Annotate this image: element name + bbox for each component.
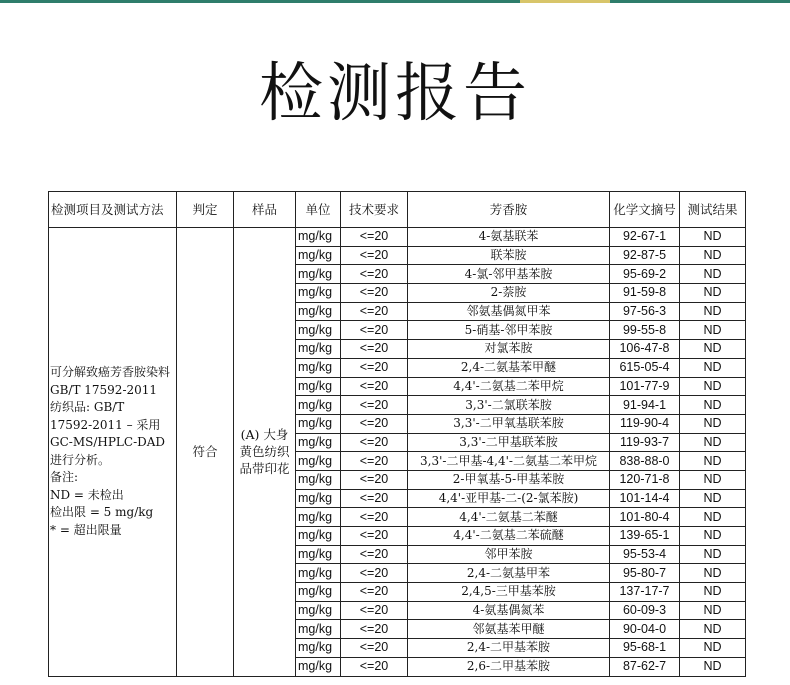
cas-number-cell: 95-53-4 — [610, 545, 680, 564]
unit-cell: mg/kg — [296, 284, 341, 303]
cas-number-cell: 99-55-8 — [610, 321, 680, 340]
requirement-cell: <=20 — [341, 639, 408, 658]
unit-cell: mg/kg — [296, 452, 341, 471]
method-line: 检出限 = 5 mg/kg — [50, 505, 154, 520]
page-title: 检测报告 — [259, 57, 531, 131]
cas-number-cell: 92-67-1 — [610, 228, 680, 247]
amine-name-cell: 4,4'-二氨基二苯硫醚 — [408, 527, 610, 546]
result-cell: ND — [680, 601, 746, 620]
unit-cell: mg/kg — [296, 564, 341, 583]
header-unit: 单位 — [296, 192, 341, 228]
test-report-table — [48, 191, 746, 677]
requirement-cell: <=20 — [341, 583, 408, 602]
requirement-cell: <=20 — [341, 545, 408, 564]
amine-name-cell: 3,3'-二甲基-4,4'-二氨基二苯甲烷 — [408, 452, 610, 471]
unit-cell: mg/kg — [296, 302, 341, 321]
result-cell: ND — [680, 527, 746, 546]
amine-name-cell: 4-氯-邻甲基苯胺 — [408, 265, 610, 284]
requirement-cell: <=20 — [341, 527, 408, 546]
amine-name-cell: 4,4'-二氨基二苯醚 — [408, 508, 610, 527]
result-cell: ND — [680, 583, 746, 602]
cas-number-cell: 90-04-0 — [610, 620, 680, 639]
requirement-cell: <=20 — [341, 265, 408, 284]
amine-name-cell: 邻甲苯胺 — [408, 545, 610, 564]
requirement-cell: <=20 — [341, 620, 408, 639]
cas-number-cell: 101-14-4 — [610, 489, 680, 508]
requirement-cell: <=20 — [341, 657, 408, 676]
requirement-cell: <=20 — [341, 396, 408, 415]
top-accent-strip — [520, 0, 610, 3]
table-header-row — [49, 192, 746, 228]
result-cell: ND — [680, 639, 746, 658]
cas-number-cell: 92-87-5 — [610, 246, 680, 265]
result-cell: ND — [680, 246, 746, 265]
unit-cell: mg/kg — [296, 433, 341, 452]
test-method-cell — [49, 228, 177, 677]
amine-name-cell: 2-甲氧基-5-甲基苯胺 — [408, 470, 610, 489]
method-line: 17592-2011 – 采用 — [50, 417, 161, 432]
requirement-cell: <=20 — [341, 246, 408, 265]
requirement-cell: <=20 — [341, 340, 408, 359]
sample-line: 黄色纺织 — [239, 444, 290, 460]
header-test-result: 测试结果 — [680, 192, 746, 228]
cas-number-cell: 91-94-1 — [610, 396, 680, 415]
amine-name-cell: 4,4'-亚甲基-二-(2-氯苯胺) — [408, 489, 610, 508]
method-line: ND = 未检出 — [50, 487, 124, 502]
requirement-cell: <=20 — [341, 452, 408, 471]
result-cell: ND — [680, 302, 746, 321]
result-cell: ND — [680, 265, 746, 284]
cas-number-cell: 101-80-4 — [610, 508, 680, 527]
method-line: GC-MS/HPLC-DAD — [50, 435, 166, 450]
amine-name-cell: 4-氨基联苯 — [408, 228, 610, 247]
cas-number-cell: 119-93-7 — [610, 433, 680, 452]
sample-line: (A) 大身 — [240, 427, 289, 443]
amine-name-cell: 2,4-二氨基苯甲醚 — [408, 358, 610, 377]
requirement-cell: <=20 — [341, 601, 408, 620]
method-line: 纺织品: GB/T — [50, 400, 125, 415]
unit-cell: mg/kg — [296, 414, 341, 433]
cas-number-cell: 97-56-3 — [610, 302, 680, 321]
result-cell: ND — [680, 489, 746, 508]
result-cell: ND — [680, 545, 746, 564]
requirement-cell: <=20 — [341, 302, 408, 321]
cas-number-cell: 60-09-3 — [610, 601, 680, 620]
result-cell: ND — [680, 358, 746, 377]
method-line: 可分解致癌芳香胺染料 — [50, 365, 171, 380]
cas-number-cell: 106-47-8 — [610, 340, 680, 359]
unit-cell: mg/kg — [296, 340, 341, 359]
amine-name-cell: 3,3'-二甲氧基联苯胺 — [408, 414, 610, 433]
unit-cell: mg/kg — [296, 470, 341, 489]
requirement-cell: <=20 — [341, 433, 408, 452]
cas-number-cell: 95-69-2 — [610, 265, 680, 284]
unit-cell: mg/kg — [296, 489, 341, 508]
header-judgement: 判定 — [177, 192, 234, 228]
result-cell: ND — [680, 414, 746, 433]
cas-number-cell: 137-17-7 — [610, 583, 680, 602]
amine-name-cell: 4,4'-二氨基二苯甲烷 — [408, 377, 610, 396]
result-cell: ND — [680, 620, 746, 639]
cas-number-cell: 91-59-8 — [610, 284, 680, 303]
unit-cell: mg/kg — [296, 508, 341, 527]
cas-number-cell: 838-88-0 — [610, 452, 680, 471]
unit-cell: mg/kg — [296, 639, 341, 658]
method-line: 备注: — [50, 470, 79, 485]
table-body — [49, 228, 746, 677]
unit-cell: mg/kg — [296, 583, 341, 602]
cas-number-cell: 95-68-1 — [610, 639, 680, 658]
requirement-cell: <=20 — [341, 470, 408, 489]
cas-number-cell: 139-65-1 — [610, 527, 680, 546]
result-cell: ND — [680, 452, 746, 471]
requirement-cell: <=20 — [341, 414, 408, 433]
result-cell: ND — [680, 284, 746, 303]
requirement-cell: <=20 — [341, 377, 408, 396]
amine-name-cell: 联苯胺 — [408, 246, 610, 265]
unit-cell: mg/kg — [296, 396, 341, 415]
amine-name-cell: 5-硝基-邻甲苯胺 — [408, 321, 610, 340]
amine-name-cell: 4-氨基偶氮苯 — [408, 601, 610, 620]
header-aromatic-amine: 芳香胺 — [408, 192, 610, 228]
unit-cell: mg/kg — [296, 527, 341, 546]
cas-number-cell: 615-05-4 — [610, 358, 680, 377]
requirement-cell: <=20 — [341, 508, 408, 527]
result-cell: ND — [680, 433, 746, 452]
amine-name-cell: 2,4-二氨基甲苯 — [408, 564, 610, 583]
unit-cell: mg/kg — [296, 228, 341, 247]
result-cell: ND — [680, 377, 746, 396]
header-test-item: 检测项目及测试方法 — [49, 192, 177, 228]
amine-name-cell: 邻氨基苯甲醚 — [408, 620, 610, 639]
unit-cell: mg/kg — [296, 358, 341, 377]
unit-cell: mg/kg — [296, 246, 341, 265]
unit-cell: mg/kg — [296, 545, 341, 564]
requirement-cell: <=20 — [341, 358, 408, 377]
cas-number-cell: 120-71-8 — [610, 470, 680, 489]
unit-cell: mg/kg — [296, 601, 341, 620]
result-cell: ND — [680, 396, 746, 415]
result-cell: ND — [680, 508, 746, 527]
cas-number-cell: 119-90-4 — [610, 414, 680, 433]
unit-cell: mg/kg — [296, 265, 341, 284]
result-cell: ND — [680, 340, 746, 359]
requirement-cell: <=20 — [341, 284, 408, 303]
header-cas-number: 化学文摘号 — [610, 192, 680, 228]
cas-number-cell: 95-80-7 — [610, 564, 680, 583]
header-sample: 样品 — [234, 192, 296, 228]
method-line: 进行分析。 — [50, 452, 111, 467]
judgement-cell: 符合 — [177, 228, 234, 677]
unit-cell: mg/kg — [296, 377, 341, 396]
amine-name-cell: 对氯苯胺 — [408, 340, 610, 359]
method-line: GB/T 17592-2011 — [50, 382, 158, 397]
amine-name-cell: 2,4-二甲基苯胺 — [408, 639, 610, 658]
top-color-strip — [0, 0, 790, 3]
amine-name-cell: 2,4,5-三甲基苯胺 — [408, 583, 610, 602]
amine-name-cell: 3,3'-二甲基联苯胺 — [408, 433, 610, 452]
amine-name-cell: 2,6-二甲基苯胺 — [408, 657, 610, 676]
amine-name-cell: 3,3'-二氯联苯胺 — [408, 396, 610, 415]
cas-number-cell: 101-77-9 — [610, 377, 680, 396]
unit-cell: mg/kg — [296, 620, 341, 639]
result-cell: ND — [680, 321, 746, 340]
amine-name-cell: 邻氨基偶氮甲苯 — [408, 302, 610, 321]
result-cell: ND — [680, 470, 746, 489]
requirement-cell: <=20 — [341, 228, 408, 247]
requirement-cell: <=20 — [341, 564, 408, 583]
table-row — [49, 228, 746, 247]
header-requirement: 技术要求 — [341, 192, 408, 228]
amine-name-cell: 2-萘胺 — [408, 284, 610, 303]
cas-number-cell: 87-62-7 — [610, 657, 680, 676]
sample-line: 品带印花 — [239, 461, 290, 477]
requirement-cell: <=20 — [341, 321, 408, 340]
requirement-cell: <=20 — [341, 489, 408, 508]
method-line: * = 超出限量 — [50, 522, 122, 537]
result-cell: ND — [680, 564, 746, 583]
result-cell: ND — [680, 228, 746, 247]
result-cell: ND — [680, 657, 746, 676]
unit-cell: mg/kg — [296, 657, 341, 676]
unit-cell: mg/kg — [296, 321, 341, 340]
sample-cell — [234, 228, 296, 677]
